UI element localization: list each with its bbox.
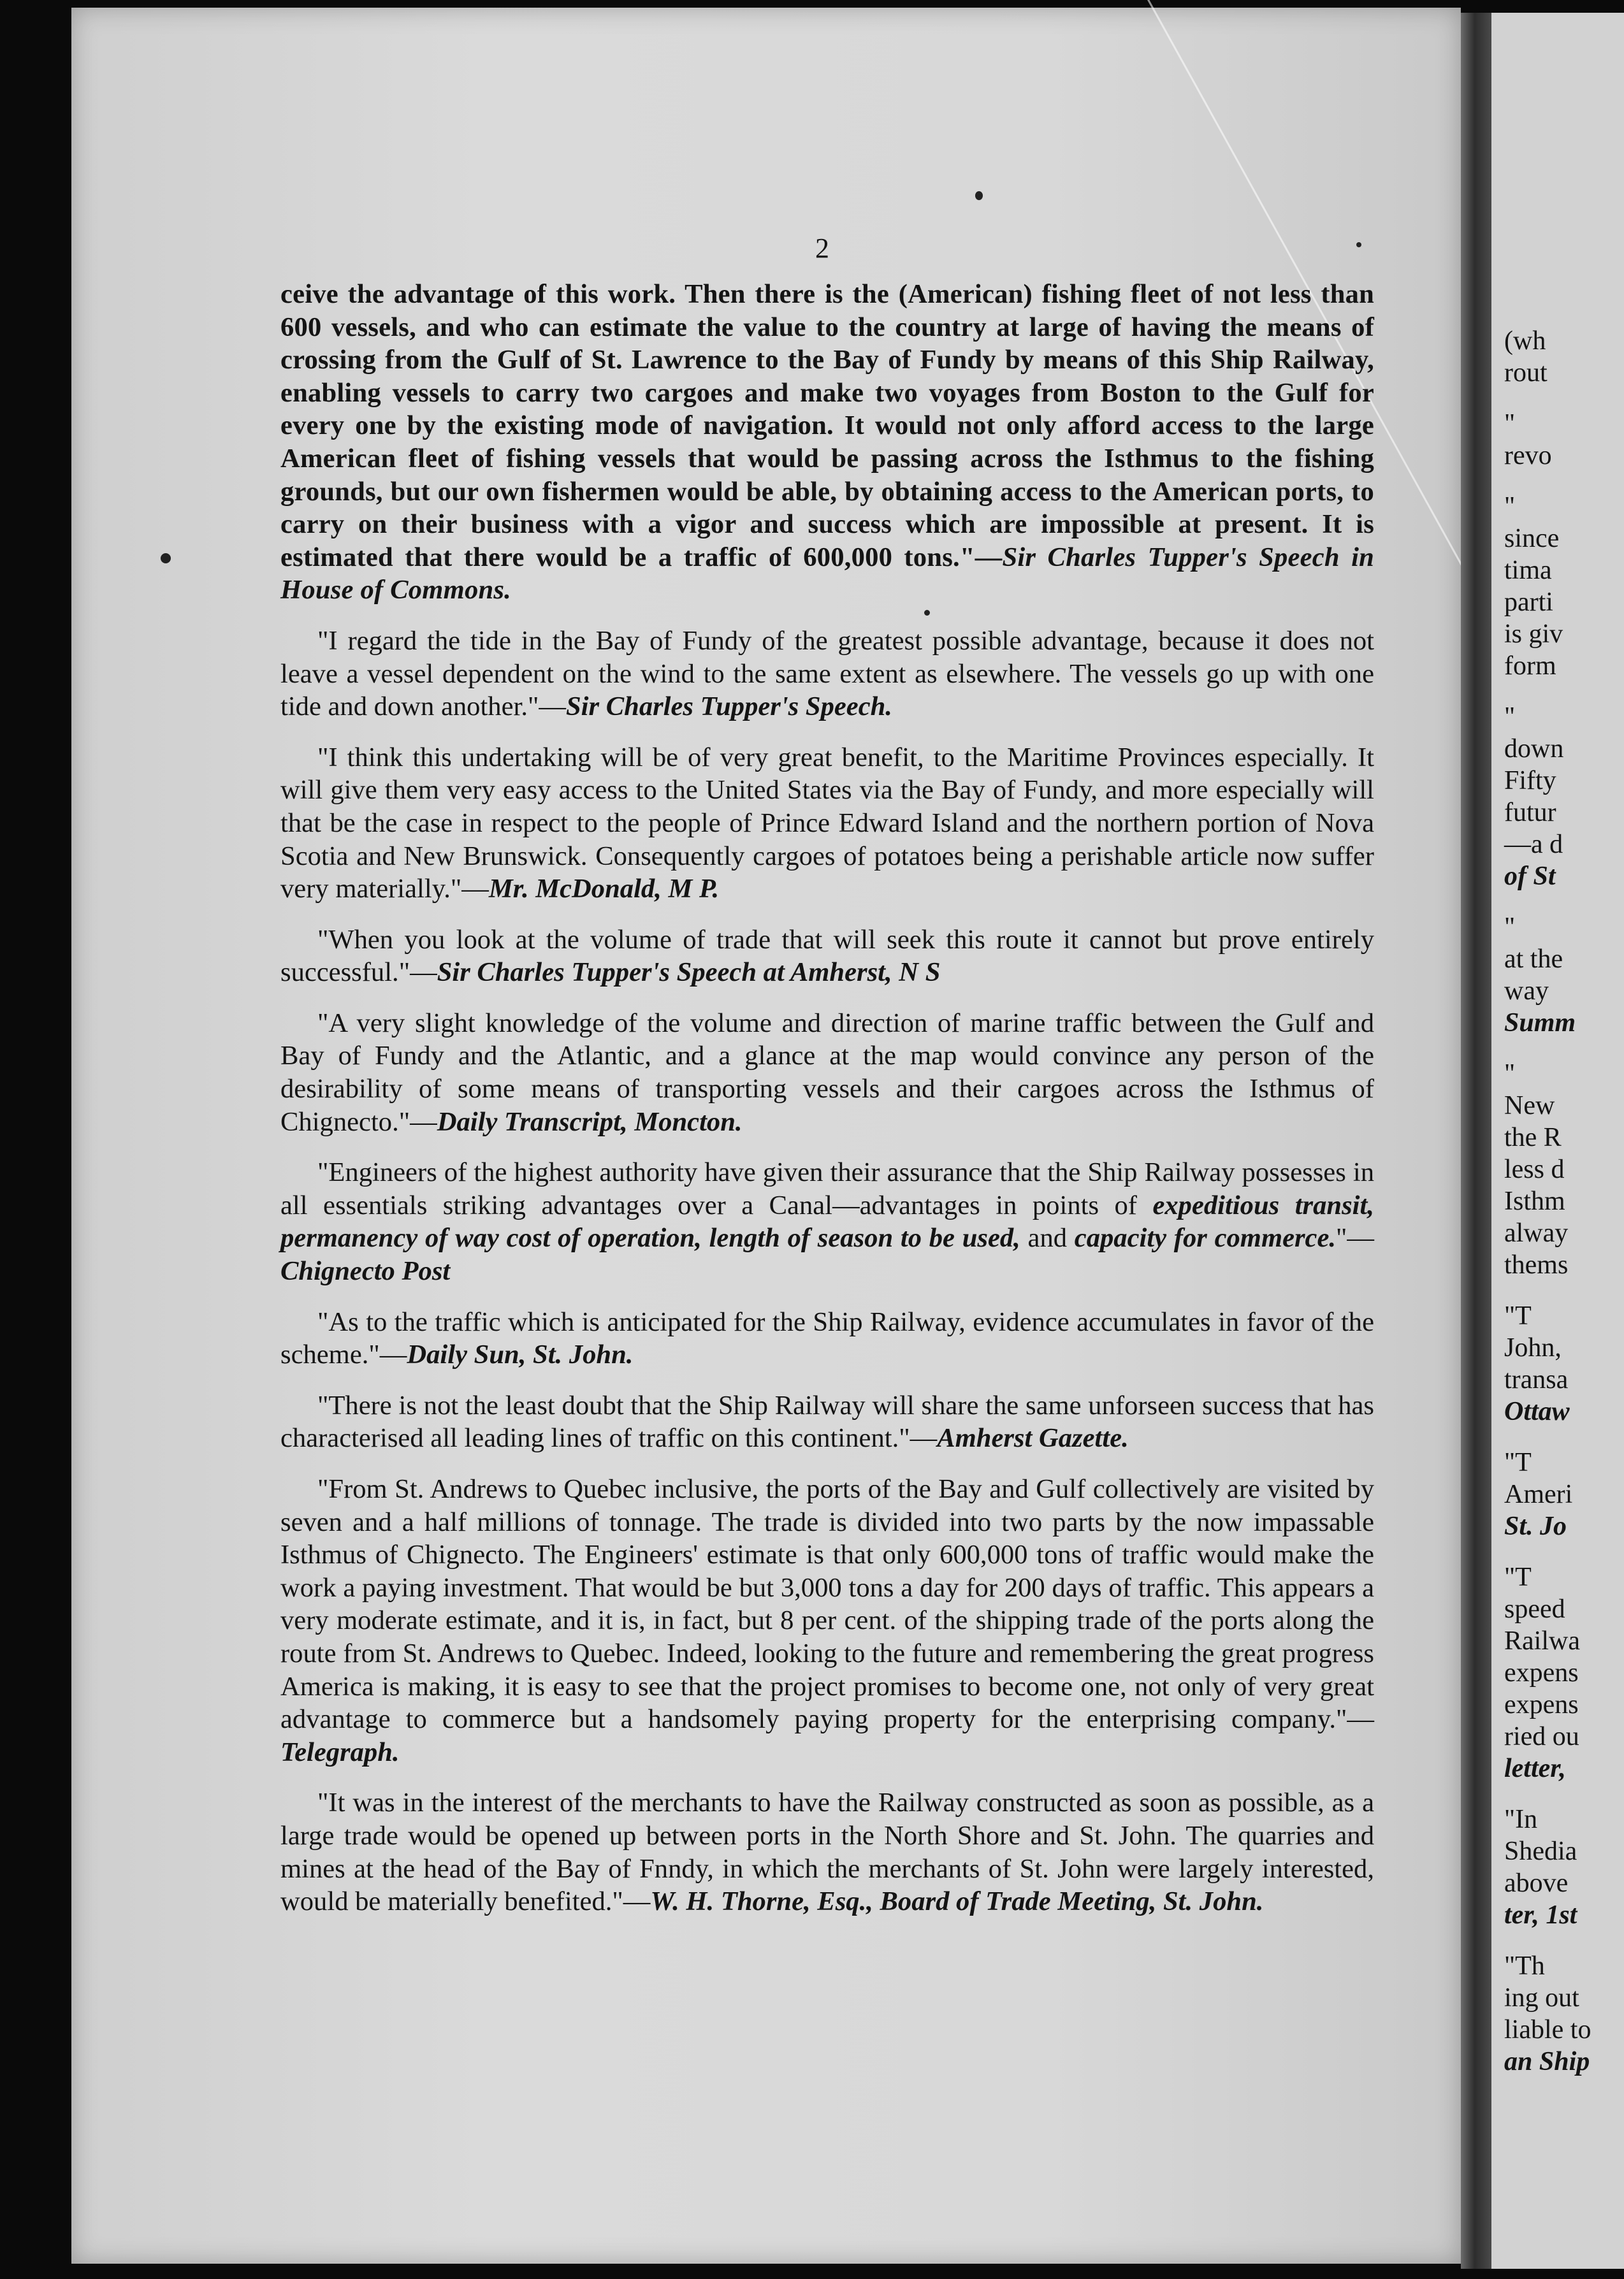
- adjacent-page-fragment: Railwa: [1504, 1626, 1580, 1656]
- adjacent-page-fragment: "Th: [1504, 1951, 1545, 1981]
- adjacent-page-fragment: rout: [1504, 358, 1548, 387]
- adjacent-page-fragment: less d: [1504, 1155, 1565, 1184]
- adjacent-page-fragment: (wh: [1504, 326, 1546, 356]
- dust-speck: [1356, 242, 1361, 247]
- attribution: Mr. McDonald, M P.: [488, 874, 720, 904]
- adjacent-page-fragment: "T: [1504, 1563, 1532, 1592]
- adjacent-page-fragment: thems: [1504, 1250, 1569, 1280]
- adjacent-page-fragment: Ameri: [1504, 1480, 1573, 1509]
- page-number: 2: [815, 233, 829, 264]
- adjacent-page-fragment: "T: [1504, 1301, 1532, 1331]
- emphasis: expeditious transit, permanency of way cost of operation, length of season to be used,: [280, 1190, 1374, 1254]
- adjacent-page-fragment: transa: [1504, 1365, 1569, 1394]
- adjacent-page-fragment: at the: [1504, 944, 1563, 974]
- paragraph-2: "I regard the tide in the Bay of Fundy of the greatest possible advantage, because it does not leave a vessel dependent on the wind to the same extent as elsewhere. The vessels go up with one tide and down another."—Sir Charles Tupper's Speech.: [280, 625, 1374, 722]
- adjacent-page-fragment: "In: [1504, 1805, 1538, 1834]
- body-text: [280, 278, 1374, 1918]
- adjacent-page-fragment: ried ou: [1504, 1722, 1579, 1751]
- adjacent-page-fragment: an Ship: [1504, 2047, 1590, 2076]
- paragraph-5: "A very slight knowledge of the volume and direction of marine traffic between the Gulf and Bay of Fundy and the Atlantic, and a glance at the map would convince any person of the desirability of some means of transporting vessels and their cargoes across the Isthmus of Chignecto."—Daily Transcript, Moncton.: [280, 1008, 1374, 1137]
- attribution: Daily Sun, St. John.: [407, 1340, 634, 1370]
- adjacent-page-fragment: ter, 1st: [1504, 1900, 1577, 1930]
- attribution: Chignecto Post: [280, 1256, 451, 1287]
- adjacent-page-fragment: futur: [1504, 798, 1556, 827]
- adjacent-page-fragment: St. Jo: [1504, 1512, 1567, 1541]
- attribution: W. H. Thorne, Esq., Board of Trade Meeting, St. John.: [650, 1886, 1264, 1917]
- adjacent-page-fragment: Ottaw: [1504, 1397, 1570, 1426]
- adjacent-page-fragment: parti: [1504, 588, 1553, 617]
- adjacent-page-fragment: Isthm: [1504, 1187, 1565, 1216]
- emphasis: capacity for commerce.: [1074, 1223, 1337, 1254]
- adjacent-page-fragment: "T: [1504, 1448, 1532, 1477]
- attribution: Telegraph.: [280, 1737, 400, 1767]
- attribution: Sir Charles Tupper's Speech.: [565, 691, 892, 722]
- adjacent-page-fragment: ": [1504, 409, 1516, 438]
- adjacent-page-fragment: Summ: [1504, 1008, 1576, 1038]
- paragraph-3: "I think this undertaking will be of very great benefit, to the Maritime Provinces especially. It will give them very easy access to the United States via the Bay of Fundy, and more especially will that be the case in respect to the people of Prince Edward Island and the northern portion of Nova Scotia and New Brunswick. Consequently cargoes of potatoes being a perishable article now suffer very materially."—Mr. McDonald, M P.: [280, 742, 1374, 904]
- adjacent-page-fragment: ing out: [1504, 1983, 1579, 2013]
- adjacent-page-fragment: ": [1504, 913, 1516, 942]
- attribution: Sir Charles Tupper's Speech at Amherst, N S: [437, 957, 941, 988]
- adjacent-page-fragment: alway: [1504, 1219, 1569, 1248]
- paragraph-1: ceive the advantage of this work. Then there is the (American) fishing fleet of not less than 600 vessels, and who can estimate the value to the country at large of having the means of crossing from the Gulf of St. Lawrence to the Bay of Fundy by means of this Ship Railway, enabling vessels to carry two cargoes and make two voyages from Boston to the Gulf for every one by the existing mode of navigation. It would not only afford access to the large American fleet of fishing vessels that would be passing across the Isthmus to the fishing grounds, but our own fishermen would be able, by obtaining access to the American ports, to carry on their business with a vigor and success which are impossible at present. It is estimated that there would be a traffic of 600,000 tons."—Sir Charles Tupper's Speech in House of Commons.: [280, 279, 1375, 605]
- paragraph-6: "Engineers of the highest authority have given their assurance that the Ship Railway possesses in all essentials striking advantages over a Canal—advantages in points of expeditious transit, permanency of way cost of operation, length of season to be used, and capacity for commerce."—Chignecto Post: [280, 1157, 1374, 1287]
- attribution: Sir Charles Tupper's Speech in House of Commons.: [280, 542, 1375, 605]
- adjacent-page-fragment: form: [1504, 651, 1556, 681]
- dust-speck: [161, 553, 171, 563]
- adjacent-page-fragment: —a d: [1504, 830, 1563, 859]
- paragraph-10: "It was in the interest of the merchants to have the Railway constructed as soon as possible, as a large trade would be opened up between ports in the North Shore and St. John. The quarries and mines at the head of the Bay of Fnndy, in which the merchants of St. John were largely interested, would be materially benefited."—W. H. Thorne, Esq., Board of Trade Meeting, St. John.: [280, 1788, 1374, 1917]
- book-gutter: [1461, 13, 1491, 2269]
- adjacent-page-fragment: liable to: [1504, 2015, 1591, 2044]
- attribution: Amherst Gazette.: [937, 1423, 1129, 1454]
- paragraph-4: "When you look at the volume of trade that will seek this route it cannot but prove entirely successful."—Sir Charles Tupper's Speech at Amherst, N S: [280, 924, 1374, 988]
- adjacent-page-fragment: above: [1504, 1869, 1569, 1898]
- adjacent-page-fragment: of St: [1504, 862, 1556, 891]
- paragraph-8: "There is not the least doubt that the Ship Railway will share the same unforseen success that has characterised all leading lines of traffic on this continent."—Amherst Gazette.: [280, 1390, 1374, 1454]
- adjacent-page-fragment: Shedia: [1504, 1837, 1577, 1866]
- adjacent-page-fragment: New: [1504, 1091, 1555, 1120]
- paragraph-7: "As to the traffic which is anticipated for the Ship Railway, evidence accumulates in favor of the scheme."—Daily Sun, St. John.: [280, 1306, 1374, 1370]
- adjacent-page-fragment: the R: [1504, 1123, 1562, 1152]
- adjacent-page-fragment: way: [1504, 976, 1549, 1006]
- adjacent-page: [1491, 13, 1624, 2269]
- adjacent-page-fragment: expens: [1504, 1690, 1579, 1719]
- adjacent-page-fragment: tima: [1504, 556, 1552, 585]
- adjacent-page-fragment: revo: [1504, 441, 1552, 470]
- adjacent-page-fragment: Fifty: [1504, 766, 1556, 795]
- adjacent-page-fragment: letter,: [1504, 1754, 1566, 1783]
- adjacent-page-fragment: ": [1504, 1059, 1516, 1089]
- adjacent-page-fragment: since: [1504, 524, 1560, 553]
- paragraph-9: "From St. Andrews to Quebec inclusive, the ports of the Bay and Gulf collectively are visited by seven and a half millions of tonnage. The trade is divided into two parts by the now impassable Isthmus of Chignecto. The Engineers' estimate is that only 600,000 tons of traffic would make the work a paying investment. That would be but 3,000 tons a day for 200 days of traffic. This appears a very moderate estimate, and it is, in fact, but 8 per cent. of the shipping trade of the ports along the route from St. Andrews to Quebec. Indeed, looking to the future and remembering the great progress America is making, it is easy to see that the project promises to become one, not only of very great advantage to commerce but a handsomely paying property for the enterprising company."—Telegraph.: [280, 1474, 1374, 1767]
- adjacent-page-fragment: speed: [1504, 1595, 1565, 1624]
- dust-speck: [975, 191, 983, 200]
- adjacent-page-fragment: ": [1504, 492, 1516, 521]
- attribution: Daily Transcript, Moncton.: [437, 1106, 743, 1137]
- adjacent-page-fragment: expens: [1504, 1658, 1579, 1688]
- adjacent-page-fragment: is giv: [1504, 619, 1563, 649]
- adjacent-page-fragment: down: [1504, 734, 1564, 763]
- adjacent-page-fragment: John,: [1504, 1333, 1562, 1363]
- adjacent-page-fragment: ": [1504, 702, 1516, 732]
